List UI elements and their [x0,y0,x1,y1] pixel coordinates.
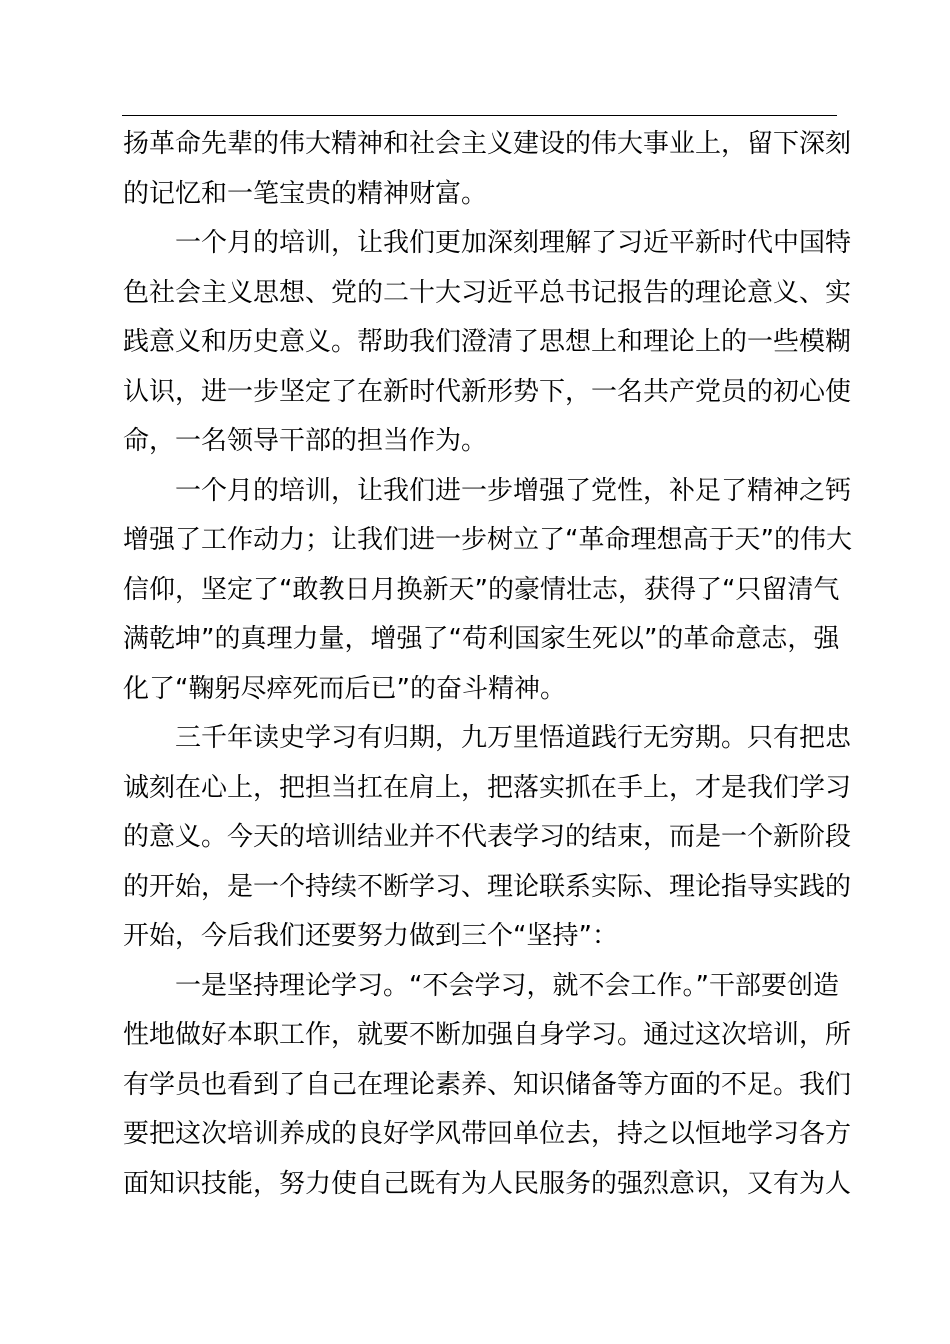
text-line: 一个月的培训，让我们更加深刻理解了习近平新时代中国特 [175,228,852,258]
text-line: 的意义。今天的培训结业并不代表学习的结束，而是一个新阶段 [123,822,852,852]
text-line: 三千年读史学习有归期，九万里悟道践行无穷期。只有把忠 [175,723,852,753]
text-line: 的开始，是一个持续不断学习、理论联系实际、理论指导实践的 [123,871,852,902]
text-line: 有学员也看到了自己在理论素养、知识储备等方面的不足。我们 [123,1069,852,1100]
text-line: 命，一名领导干部的担当作为。 [123,426,488,456]
text-line: 增强了工作动力；让我们进一步树立了“革命理想高于天”的伟大 [123,525,852,555]
text-line: 的记忆和一笔宝贵的精神财富。 [123,178,488,209]
text-line: 一个月的培训，让我们进一步增强了党性，补足了精神之钙 [175,475,852,506]
body-text [123,124,852,1213]
text-line: 面知识技能，努力使自己既有为人民服务的强烈意识，又有为人 [123,1168,852,1199]
text-line: 诚刻在心上，把担当扛在肩上，把落实抓在手上，才是我们学习 [123,772,852,803]
text-line: 信仰，坚定了“敢教日月换新天”的豪情壮志，获得了“只留清气 [123,574,840,605]
text-line: 一是坚持理论学习。“不会学习，就不会工作。”干部要创造 [175,970,839,1001]
text-line: 色社会主义思想、党的二十大习近平总书记报告的理论意义、实 [123,277,852,308]
text-line: 化了“鞠躬尽瘁死而后已”的奋斗精神。 [123,673,566,704]
text-line: 扬革命先辈的伟大精神和社会主义建设的伟大事业上，留下深刻 [123,129,852,159]
text-line: 性地做好本职工作，就要不断加强自身学习。通过这次培训，所 [123,1020,852,1050]
text-line: 开始，今后我们还要努力做到三个“坚持”： [123,921,618,951]
text-line: 践意义和历史意义。帮助我们澄清了思想上和理论上的一些模糊 [123,327,852,357]
text-line: 认识，进一步坚定了在新时代新形势下，一名共产党员的初心使 [123,376,852,407]
header-rule [122,115,837,116]
text-line: 满乾坤”的真理力量，增强了“苟利国家生死以”的革命意志，强 [123,624,840,654]
text-line: 要把这次培训养成的良好学风带回单位去，持之以恒地学习各方 [123,1119,852,1149]
